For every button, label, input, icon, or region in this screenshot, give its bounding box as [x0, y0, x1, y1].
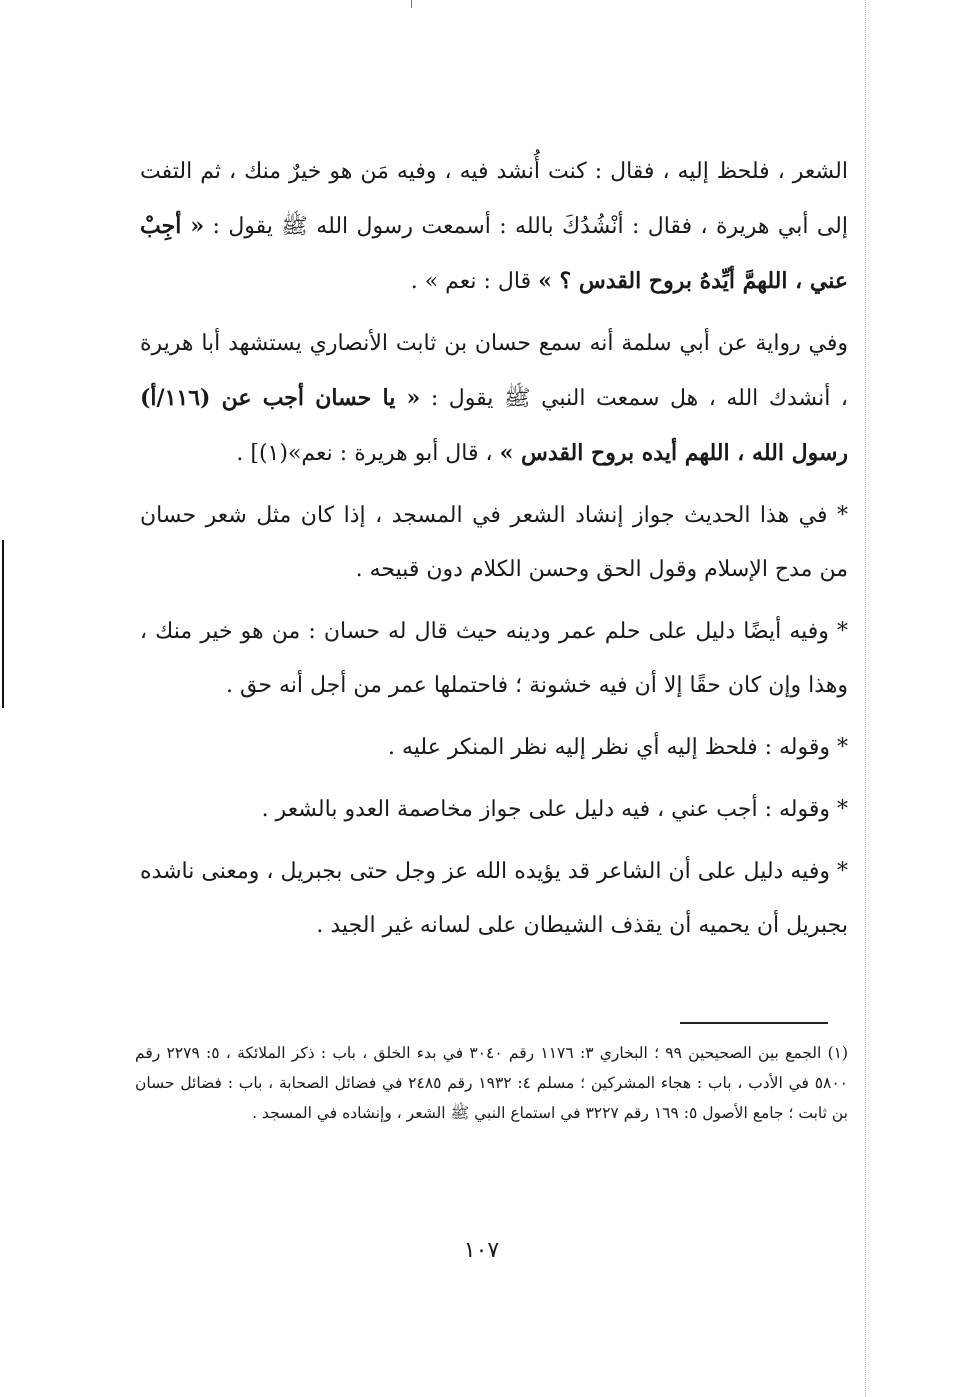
paragraph-note: * وقوله : فلحظ إليه أي نظر إليه نظر المنكر عليه . [388, 735, 848, 760]
paragraph-text: ، قال أبو هريرة : نعم»(١)] . [236, 441, 493, 466]
footnote [135, 1038, 848, 1128]
scan-artifact-tick [411, 0, 412, 8]
paragraph-text: وفي رواية عن أبي سلمة أنه سمع حسان بن ثابت الأنصاري يستشهد أبا هريرة ، أنشدك الله ، هل سمعت النبي ﷺ يقول : [140, 331, 848, 411]
footnote-text: (١) الجمع بين الصحيحين ٩٩ ؛ البخاري ٣: ١١٧٦ رقم ٣٠٤٠ في بدء الخلق ، باب : ذكر الملائكة ، ٥: ٢٢٧٩ رقم ٥٨٠٠ في الأدب ، باب : هجاء المشركين ؛ مسلم ٤: ١٩٣٢ رقم ٢٤٨٥ في فضائل الصحابة ، باب : فضائل حسان بن ثابت ؛ جامع الأصول ٥: ١٦٩ رقم ٣٢٢٧ في استماع النبي ﷺ الشعر ، وإنشاده في المسجد . [135, 1044, 849, 1122]
paragraph-text: الشعر ، فلحظ إليه ، فقال : كنت أُنشد فيه ، وفيه مَن هو خيرٌ منك ، ثم التفت إلى أبي هريرة ، فقال : أنْشُدُكَ بالله : أسمعت رسول الله ﷺ يقول : [140, 159, 848, 239]
page-number: ١٠٧ [463, 1238, 500, 1263]
paragraph-text: قال : نعم » . [410, 269, 532, 294]
paragraph-note: * في هذا الحديث جواز إنشاد الشعر في المسجد ، إذا كان مثل شعر حسان من مدح الإسلام وقول الحق وحسن الكلام دون قبيحه . [140, 503, 848, 582]
scan-edge-mark [2, 540, 4, 708]
paragraph-note: * وفيه دليل على أن الشاعر قد يؤيده الله عز وجل حتى بجبريل ، ومعنى ناشده بجبريل أن يحميه أن يقذف الشيطان على لسانه غير الجيد . [140, 859, 848, 938]
paragraph-riwaya [140, 317, 848, 481]
paragraph-note: * وفيه أيضًا دليل على حلم عمر ودينه حيث قال له حسان : من هو خير منك ، وهذا وإن كان حقًا إلا أن فيه خشونة ؛ فاحتملها عمر من أجل أنه حق . [140, 619, 848, 698]
main-text [140, 145, 848, 961]
footnote-separator [680, 1022, 828, 1024]
paragraph-note: * وقوله : أجب عني ، فيه دليل على جواز مخاصمة العدو بالشعر . [261, 797, 848, 822]
hadith-quote: « أجِبْ عني ، اللهمَّ أيِّدهُ بروح القدس ؟ » [140, 213, 848, 294]
scan-margin-dots [865, 0, 866, 1397]
hadith-quote: « يا حسان أجب عن (١١٦/أ) رسول الله ، اللهم أيده بروح القدس » [140, 385, 848, 466]
paragraph-hadith [140, 145, 848, 309]
